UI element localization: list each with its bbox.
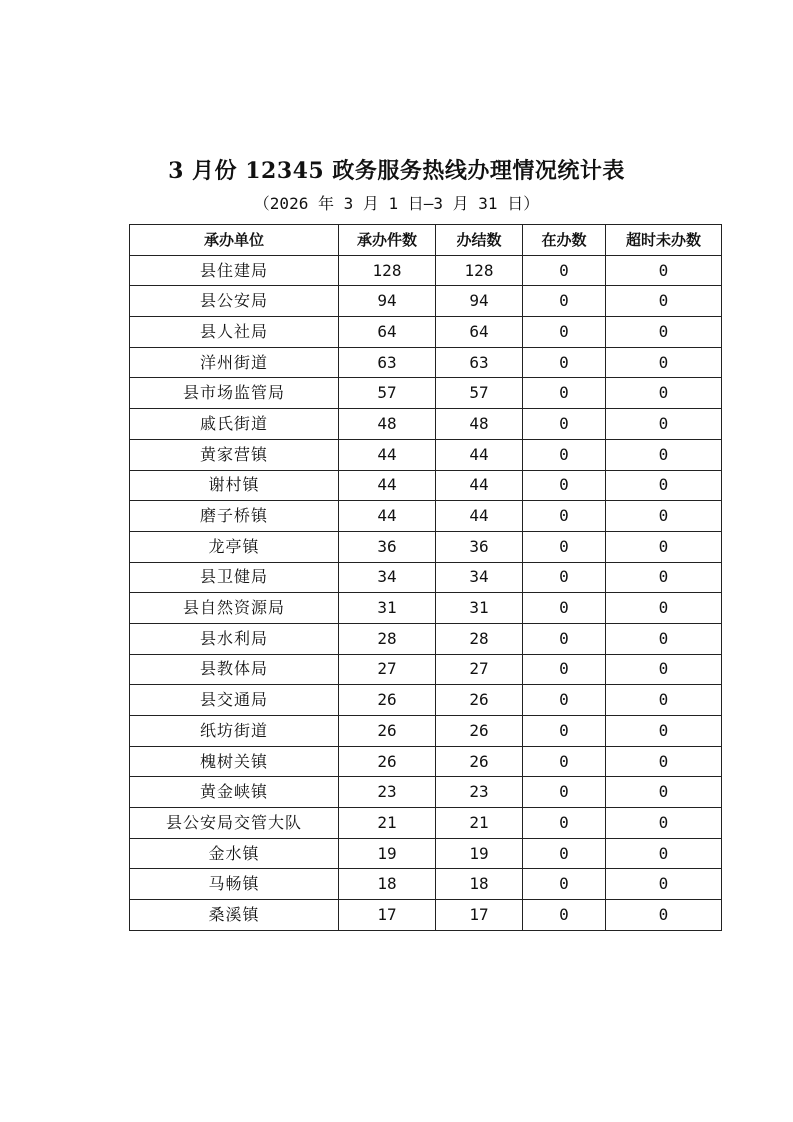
in-progress-cell: 0 <box>523 808 606 839</box>
unit-cell: 黄金峡镇 <box>130 777 339 808</box>
in-progress-cell: 0 <box>523 777 606 808</box>
received-cell: 36 <box>339 531 436 562</box>
table-row <box>130 439 722 470</box>
completed-cell: 26 <box>436 716 523 747</box>
unit-cell: 磨子桥镇 <box>130 501 339 532</box>
completed-cell: 21 <box>436 808 523 839</box>
completed-cell: 34 <box>436 562 523 593</box>
overdue-cell: 0 <box>606 808 722 839</box>
received-cell: 44 <box>339 470 436 501</box>
document-title: 3 月份 12345 政务服务热线办理情况统计表 <box>168 158 625 184</box>
in-progress-cell: 0 <box>523 531 606 562</box>
unit-cell: 县水利局 <box>130 623 339 654</box>
unit-cell: 纸坊街道 <box>130 716 339 747</box>
overdue-cell: 0 <box>606 777 722 808</box>
table-row <box>130 562 722 593</box>
received-cell: 94 <box>339 286 436 317</box>
received-cell: 31 <box>339 593 436 624</box>
in-progress-cell: 0 <box>523 501 606 532</box>
overdue-cell: 0 <box>606 838 722 869</box>
completed-cell: 48 <box>436 409 523 440</box>
received-cell: 64 <box>339 317 436 348</box>
table-row <box>130 900 722 931</box>
date-range-subtitle: （2026 年 3 月 1 日—3 月 31 日） <box>253 194 540 213</box>
in-progress-cell: 0 <box>523 838 606 869</box>
in-progress-cell: 0 <box>523 716 606 747</box>
unit-cell: 县市场监管局 <box>130 378 339 409</box>
table-row <box>130 286 722 317</box>
received-cell: 34 <box>339 562 436 593</box>
table-row <box>130 347 722 378</box>
header-in-progress: 在办数 <box>523 225 606 256</box>
in-progress-cell: 0 <box>523 409 606 440</box>
overdue-cell: 0 <box>606 470 722 501</box>
unit-cell: 黄家营镇 <box>130 439 339 470</box>
received-cell: 21 <box>339 808 436 839</box>
completed-cell: 57 <box>436 378 523 409</box>
in-progress-cell: 0 <box>523 685 606 716</box>
table-row <box>130 685 722 716</box>
overdue-cell: 0 <box>606 900 722 931</box>
overdue-cell: 0 <box>606 746 722 777</box>
in-progress-cell: 0 <box>523 654 606 685</box>
header-overdue: 超时未办数 <box>606 225 722 256</box>
table-header-row <box>130 225 722 256</box>
received-cell: 57 <box>339 378 436 409</box>
in-progress-cell: 0 <box>523 255 606 286</box>
unit-cell: 县人社局 <box>130 317 339 348</box>
overdue-cell: 0 <box>606 439 722 470</box>
completed-cell: 17 <box>436 900 523 931</box>
hotline-stats-table <box>129 224 722 931</box>
unit-cell: 县交通局 <box>130 685 339 716</box>
received-cell: 128 <box>339 255 436 286</box>
overdue-cell: 0 <box>606 317 722 348</box>
received-cell: 17 <box>339 900 436 931</box>
table-row <box>130 777 722 808</box>
overdue-cell: 0 <box>606 501 722 532</box>
completed-cell: 28 <box>436 623 523 654</box>
overdue-cell: 0 <box>606 286 722 317</box>
unit-cell: 县卫健局 <box>130 562 339 593</box>
received-cell: 26 <box>339 685 436 716</box>
unit-cell: 县公安局交管大队 <box>130 808 339 839</box>
completed-cell: 44 <box>436 439 523 470</box>
header-completed: 办结数 <box>436 225 523 256</box>
unit-cell: 槐树关镇 <box>130 746 339 777</box>
unit-cell: 县公安局 <box>130 286 339 317</box>
in-progress-cell: 0 <box>523 562 606 593</box>
received-cell: 27 <box>339 654 436 685</box>
overdue-cell: 0 <box>606 685 722 716</box>
completed-cell: 27 <box>436 654 523 685</box>
in-progress-cell: 0 <box>523 869 606 900</box>
received-cell: 44 <box>339 501 436 532</box>
completed-cell: 19 <box>436 838 523 869</box>
in-progress-cell: 0 <box>523 317 606 348</box>
completed-cell: 44 <box>436 501 523 532</box>
table-row <box>130 869 722 900</box>
unit-cell: 马畅镇 <box>130 869 339 900</box>
completed-cell: 26 <box>436 746 523 777</box>
received-cell: 48 <box>339 409 436 440</box>
overdue-cell: 0 <box>606 654 722 685</box>
received-cell: 18 <box>339 869 436 900</box>
table-row <box>130 378 722 409</box>
overdue-cell: 0 <box>606 378 722 409</box>
completed-cell: 26 <box>436 685 523 716</box>
unit-cell: 金水镇 <box>130 838 339 869</box>
in-progress-cell: 0 <box>523 900 606 931</box>
received-cell: 26 <box>339 746 436 777</box>
completed-cell: 23 <box>436 777 523 808</box>
unit-cell: 县住建局 <box>130 255 339 286</box>
completed-cell: 44 <box>436 470 523 501</box>
table-row <box>130 746 722 777</box>
completed-cell: 64 <box>436 317 523 348</box>
overdue-cell: 0 <box>606 409 722 440</box>
table-row <box>130 409 722 440</box>
table-row <box>130 838 722 869</box>
table-row <box>130 531 722 562</box>
table-row <box>130 317 722 348</box>
overdue-cell: 0 <box>606 593 722 624</box>
table-row <box>130 470 722 501</box>
received-cell: 23 <box>339 777 436 808</box>
overdue-cell: 0 <box>606 347 722 378</box>
received-cell: 44 <box>339 439 436 470</box>
in-progress-cell: 0 <box>523 593 606 624</box>
table-row <box>130 716 722 747</box>
completed-cell: 36 <box>436 531 523 562</box>
unit-cell: 洋州街道 <box>130 347 339 378</box>
received-cell: 28 <box>339 623 436 654</box>
in-progress-cell: 0 <box>523 378 606 409</box>
overdue-cell: 0 <box>606 255 722 286</box>
table-row <box>130 808 722 839</box>
unit-cell: 桑溪镇 <box>130 900 339 931</box>
in-progress-cell: 0 <box>523 439 606 470</box>
overdue-cell: 0 <box>606 531 722 562</box>
unit-cell: 龙亭镇 <box>130 531 339 562</box>
completed-cell: 31 <box>436 593 523 624</box>
completed-cell: 94 <box>436 286 523 317</box>
unit-cell: 县教体局 <box>130 654 339 685</box>
table-row <box>130 593 722 624</box>
received-cell: 19 <box>339 838 436 869</box>
in-progress-cell: 0 <box>523 746 606 777</box>
unit-cell: 谢村镇 <box>130 470 339 501</box>
overdue-cell: 0 <box>606 623 722 654</box>
header-received: 承办件数 <box>339 225 436 256</box>
overdue-cell: 0 <box>606 869 722 900</box>
completed-cell: 18 <box>436 869 523 900</box>
table-row <box>130 623 722 654</box>
received-cell: 26 <box>339 716 436 747</box>
table-body <box>130 255 722 930</box>
in-progress-cell: 0 <box>523 286 606 317</box>
header-unit: 承办单位 <box>130 225 339 256</box>
in-progress-cell: 0 <box>523 470 606 501</box>
table-row <box>130 501 722 532</box>
unit-cell: 县自然资源局 <box>130 593 339 624</box>
in-progress-cell: 0 <box>523 623 606 654</box>
received-cell: 63 <box>339 347 436 378</box>
table-row <box>130 255 722 286</box>
overdue-cell: 0 <box>606 716 722 747</box>
in-progress-cell: 0 <box>523 347 606 378</box>
completed-cell: 128 <box>436 255 523 286</box>
unit-cell: 戚氏街道 <box>130 409 339 440</box>
completed-cell: 63 <box>436 347 523 378</box>
overdue-cell: 0 <box>606 562 722 593</box>
table-row <box>130 654 722 685</box>
